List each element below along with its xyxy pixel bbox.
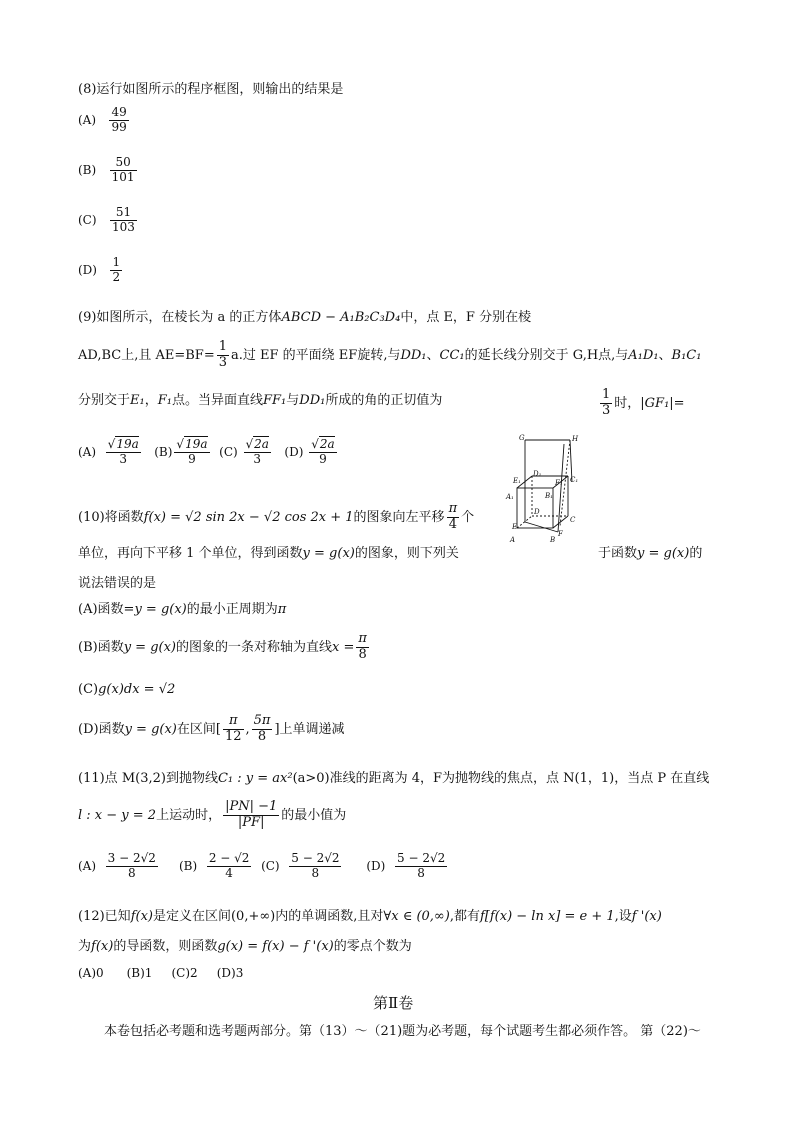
q8-option-c: (C) $\frac{51}{103}$ <box>78 205 135 234</box>
q8-option-a: (A) $\frac{49}{99}$ <box>78 105 127 134</box>
q10-option-d: (D)函数y = g(x)在区间[ $\frac{\pi}{12}$ , $\frac{5\pi}{8}$ ]上单调递减 <box>78 713 345 744</box>
label-E: E <box>512 523 518 531</box>
q10-line1: (10)将函数f(x) = √2 sin 2x − √2 cos 2x + 1的图象向左平移 $\frac{\pi}{4}$ 个 <box>78 501 475 532</box>
label-B1: B₁ <box>545 492 553 500</box>
q9-options: (A) $\frac{√19a}{3}$ (B) $\frac{√19a}{9}$ (C) $\frac{√2a}{3}$ (D) $\frac{√2a}{9}$ <box>78 437 335 466</box>
label-B: B <box>550 536 556 544</box>
q9-line3: 分别交于E₁，F₁点。当异面直线FF₁与DD₁所成的角的正切值为 <box>78 393 443 408</box>
label-E1: E₁ <box>513 477 521 485</box>
label-D: D <box>534 508 540 516</box>
label-F1: F₁ <box>555 479 563 487</box>
q10-line2-tail: 于函数y = g(x)的 <box>598 546 703 561</box>
q10-line3: 说法错误的是 <box>78 576 157 591</box>
q12-line1: (12)已知f(x)是定义在区间(0,+∞)内的单调函数,且对∀x ∈ (0,∞),都有f[f(x) − ln x] = e + 1,设f '(x) <box>78 909 662 924</box>
q9-tail: $\frac{1}{3}$ 时，|GF₁|= <box>602 387 685 418</box>
label-G: G <box>519 434 525 442</box>
q12-line2: 为f(x)的导函数，则函数g(x) = f(x) − f '(x)的零点个数为 <box>78 939 412 954</box>
q8-option-b: (B) $\frac{50}{101}$ <box>78 155 135 184</box>
label-H: H <box>572 435 579 443</box>
q11-line2: l : x − y = 2上运动时， $\frac{|PN| -1}{|PF|}$ 的最小值为 <box>78 799 347 830</box>
cube-figure <box>500 432 600 547</box>
label-F: F <box>558 530 563 538</box>
label-C1: C₁ <box>570 476 579 484</box>
q10-option-a: (A)函数=y = g(x)的最小正周期为π <box>78 602 287 617</box>
section-title: 第Ⅱ卷 <box>373 994 414 1012</box>
label-C: C <box>570 516 576 524</box>
q8-stem: (8)运行如图所示的程序框图，则输出的结果是 <box>78 82 344 97</box>
q11-options: (A) $\frac{3 - 2√2}{8}$ (B) $\frac{2 - √2}{4}$ (C) $\frac{5 - 2√2}{8}$ (D) $\frac{5 - 2√2}{8}$ <box>78 851 446 880</box>
label-A: A <box>510 536 516 544</box>
q9-line1: (9)如图所示，在棱长为 a 的正方体ABCD − A₁B₂C₃D₄中，点 E，F 分别在棱 <box>78 310 532 325</box>
q9-line2: AD,BC上,且 AE=BF= $\frac{1}{3}$ a.过 EF 的平面绕 EF旋转,与DD₁、CC₁的延长线分别交于 G,H点,与A₁D₁、B₁C₁ <box>78 339 702 370</box>
q10-line2: 单位，再向下平移 1 个单位，得到函数y = g(x)的图象，则下列关 <box>78 546 459 561</box>
section-text: 本卷包括必考题和选考题两部分。第（13）～（21)题为必考题，每个试题考生都必须作答。 第（22)～ <box>104 1024 701 1039</box>
q10-option-b: (B)函数y = g(x)的图象的一条对称轴为直线x = $\frac{\pi}{8}$ <box>78 631 367 662</box>
q8-option-d: (D) $\frac{1}{2}$ <box>78 255 121 284</box>
q10-option-c: (C)g(x)dx = √2 <box>78 682 176 697</box>
label-D1: D₁ <box>533 470 542 478</box>
q12-options: (A)0 (B)1 (C)2 (D)3 <box>78 966 244 980</box>
label-A1: A₁ <box>506 493 514 501</box>
q11-line1: (11)点 M(3,2)到抛物线C₁ : y = ax²(a>0)准线的距离为 4，F为抛物线的焦点，点 N(1，1)，当点 P 在直线 <box>78 771 710 786</box>
